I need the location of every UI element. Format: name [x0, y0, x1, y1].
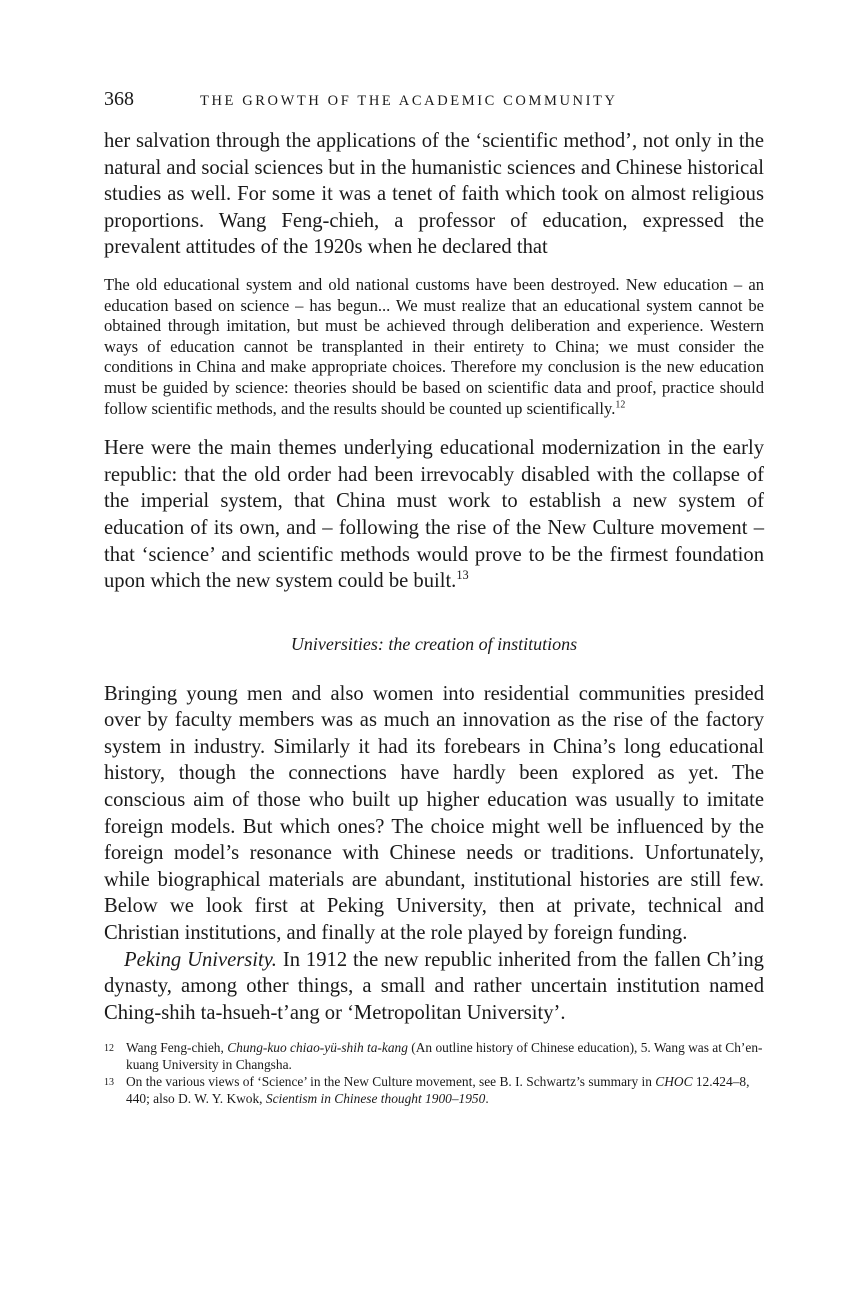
running-head	[104, 88, 764, 114]
footnote-author: Wang Feng-chieh,	[126, 1040, 228, 1056]
paragraph-4-text: In 1912 the new republic inherited from the fallen Ch’ing dynasty, among other things, a small and rather uncertain institution named Ching-shih ta-hsueh-t’ang or ‘Metropolitan University’.	[104, 948, 764, 1024]
footnote-title: Scientism in Chinese thought 1900–1950	[265, 1090, 486, 1106]
footnote-ref-13: 13	[456, 568, 469, 583]
footnote-title: Chung-kuo chiao-yü-shih ta-kang	[227, 1040, 408, 1056]
footnote-13	[104, 1074, 764, 1108]
footnote-pre: On the various views of ‘Science’ in the New Culture movement, see B. I. Schwartz’s summary in	[126, 1074, 656, 1089]
body-paragraph-2-text: Here were the main themes underlying educational modernization in the early republic: that the old order had been irrevocably disabled with the collapse of the imperial system, that China must work to establish a new system of education of its own, and – following the rise of the New Culture movement – that ‘science’ and scientific methods would prove to be the firmest foundation upon which the new system could be built.	[104, 437, 764, 593]
footnote-12	[104, 1040, 764, 1074]
footnote-end: .	[485, 1090, 489, 1106]
page-number: 368	[104, 88, 134, 110]
footnote-text	[126, 1074, 764, 1108]
paragraph-4-lead: Peking University.	[124, 948, 277, 971]
footnote-journal: CHOC	[655, 1074, 693, 1089]
book-page	[104, 88, 764, 1108]
block-quote	[104, 275, 764, 419]
running-title: THE GROWTH OF THE ACADEMIC COMMUNITY	[200, 93, 618, 109]
block-quote-text: The old educational system and old national customs have been destroyed. New education – an education based on science – has begun... We must realize that an educational system cannot be obtained through imitation, but must be achieved through deliberation and experience. Western ways of education cannot be transplanted in their entirety to China; we must consider the conditions in China and make appropriate choices. Therefore my conclusion is the new education must be guided by science: theories should be based on scientific data and proof, practice should follow scientific methods, and the results should be counted up scientifically.	[104, 274, 764, 418]
footnote-mid: 12.424–8, 440; also D. W. Y. Kwok,	[126, 1074, 750, 1106]
footnote-rest: (An outline history of Chinese education), 5. Wang was at Ch’en-kuang University in Changsha.	[126, 1040, 763, 1073]
section-heading: Universities: the creation of institutions	[290, 633, 578, 654]
footnote-ref-12: 12	[615, 399, 626, 410]
footnote-text	[126, 1040, 764, 1074]
footnotes	[104, 1040, 764, 1107]
body-paragraph-3: Bringing young men and also women into residential communities presided over by faculty members was as much an innovation as the rise of the factory system in industry. Similarly it had its forebears in China’s long educational history, though the connections have hardly been explored as yet. The conscious aim of those who built up higher education was usually to imitate foreign models. But which ones? The choice might well be influenced by the foreign model’s resonance with Chinese needs or traditions. Unfortunately, while biographical materials are abundant, institutional histories are still few. Below we look first at Peking University, then at private, technical and Christian institutions, and finally at the role played by foreign funding.	[104, 682, 764, 945]
body-paragraph-1: her salvation through the applications of the ‘scientific method’, not only in the natural and social sciences but in the humanistic sciences and Chinese historical studies as well. For some it was a tenet of faith which took on almost religious proportions. Wang Feng-chieh, a professor of education, expressed the prevalent attitudes of the 1920s when he declared that	[104, 130, 764, 259]
body-paragraph-4	[104, 947, 764, 1027]
footnote-number: 12	[104, 1043, 114, 1055]
footnote-number: 13	[104, 1077, 114, 1088]
body-paragraph-2	[104, 435, 764, 595]
